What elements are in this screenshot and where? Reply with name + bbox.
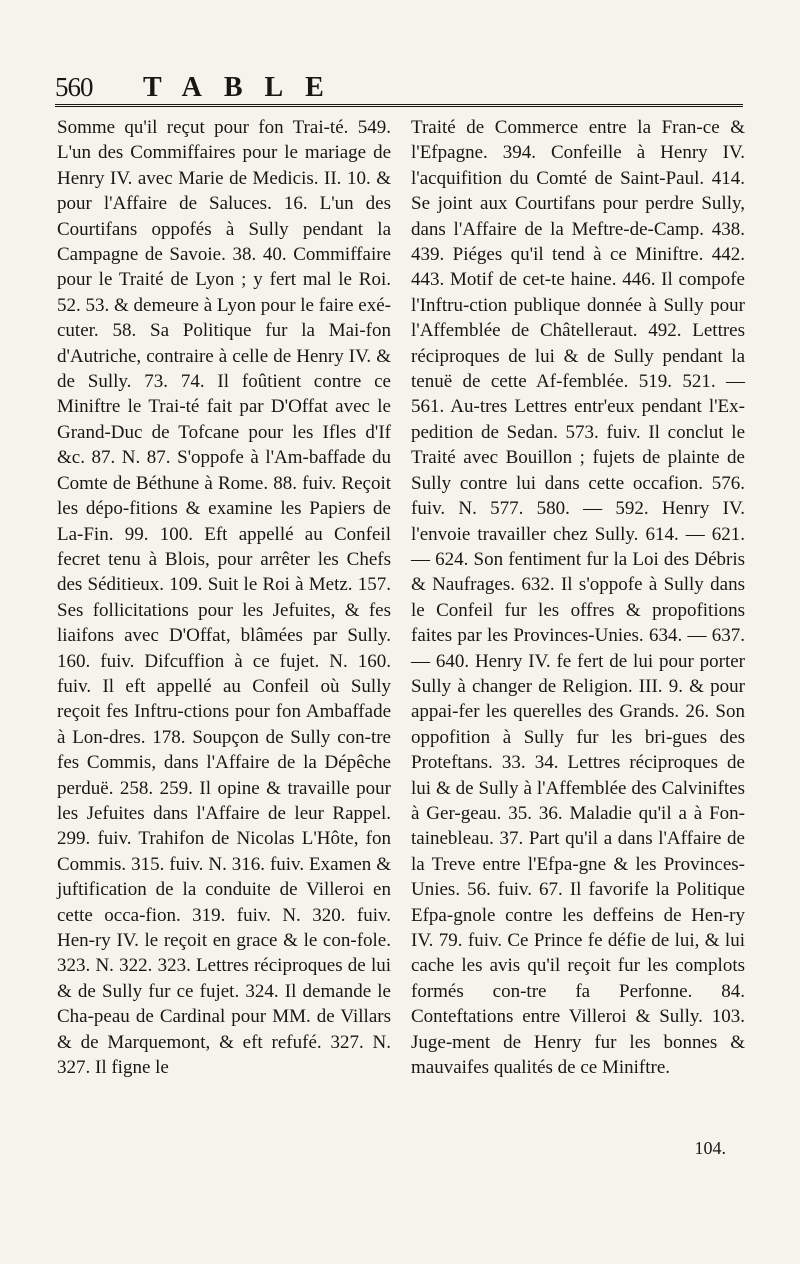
index-column-right <box>411 115 745 1080</box>
index-column-left <box>57 115 391 1080</box>
catchword: 104. <box>694 1138 726 1158</box>
page-header <box>55 64 745 104</box>
header-rule <box>55 104 743 107</box>
page-number: 560 <box>55 72 93 102</box>
index-entry-text-left: Somme qu'il reçut pour fon Trai-té. 549. L'un des Commiffaires pour le mariage de Henry IV. avec Marie de Medicis. II. 10. & pour l'Affaire de Saluces. 16. L'un des Courtifans oppofés à Sully pendant la Campagne de Savoie. 38. 40. Commiffaire pour le Traité de Lyon ; y fert mal le Roi. 52. 53. & demeure à Lyon pour le faire exé-cuter. 58. Sa Politique fur la Mai-fon d'Autriche, contraire à celle de Henry IV. & de Sully. 73. 74. Il foûtient contre ce Miniftre le Trai-té fait par D'Offat avec le Grand-Duc de Tofcane pour les Ifles d'If &c. 87. N. 87. S'oppofe à l'Am-baffade du Comte de Béthune à Rome. 88. fuiv. Reçoit les dépo-fitions & examine les Papiers de La-Fin. 99. 100. Eft appellé au Confeil fecret tenu à Blois, pour arrêter les Chefs des Séditieux. 109. Suit le Roi à Metz. 157. Ses follicitations pour les Jefuites, & fes liaifons avec D'Offat, blâmées par Sully. 160. fuiv. Difcuffion à ce fujet. N. 160. fuiv. Il eft appellé au Confeil où Sully reçoit fes Inftru-ctions pour fon Ambaffade à Lon-dres. 178. Soupçon de Sully con-tre fes Commis, dans l'Affaire de la Dépêche perduë. 258. 259. Il opine & travaille pour les Jefuites dans l'Affaire de leur Rappel. 299. fuiv. Trahifon de Nicolas L'Hôte, fon Commis. 315. fuiv. N. 316. fuiv. Examen & juftification de la conduite de Villeroi en cette occa-fion. 319. fuiv. N. 320. fuiv. Hen-ry IV. le reçoit en grace & le con-fole. 323. N. 322. 323. Lettres réciproques de lui & de Sully fur ce fujet. 324. Il demande le Cha-peau de Cardinal pour MM. de Villars & de Marquemont, & eft refufé. 327. N. 327. Il figne le <box>57 117 391 1079</box>
index-entry-text-right: Traité de Commerce entre la Fran-ce & l'Efpagne. 394. Confeille à Henry IV. l'acquifition du Comté de Saint-Paul. 414. Se joint aux Courtifans pour perdre Sully, dans l'Affaire de la Meftre-de-Camp. 438. 439. Piéges qu'il tend à ce Miniftre. 442. 443. Motif de cet-te haine. 446. Il compofe l'Inftru-ction publique donnée à Sully pour l'Affemblée de Châtelleraut. 492. Lettres réciproques de lui & de Sully pendant la tenuë de cette Af-femblée. 519. 521. — 561. Au-tres Lettres entr'eux pendant l'Ex-pedition de Sedan. 573. fuiv. Il conclut le Traité avec Bouillon ; fujets de plainte de Sully contre lui dans cette occafion. 576. fuiv. N. 577. 580. — 592. Henry IV. l'envoie travailler chez Sully. 614. — 621. — 624. Son fentiment fur la Loi des Débris & Naufrages. 632. Il s'oppofe à Sully dans le Confeil fur les offres & propofitions faites par les Provinces-Unies. 634. — 637. — 640. Henry IV. fe fert de lui pour porter Sully à changer de Religion. III. 9. & pour appai-fer les querelles des Grands. 26. Son oppofition à Sully fur les bri-gues des Proteftans. 33. 34. Lettres réciproques de lui & de Sully à l'Affemblée des Calviniftes à Ger-geau. 35. 36. Maladie qu'il a à Fon-tainebleau. 37. Part qu'il a dans l'Affaire de la Treve entre l'Efpa-gne & les Provinces-Unies. 56. fuiv. 67. Il favorife la Politique Efpa-gnole contre les deffeins de Hen-ry IV. 79. fuiv. Ce Prince fe défie de lui, & lui cache les avis qu'il reçoit fur les complots formés con-tre fa Perfonne. 84. Conteftations entre Villeroi & Sully. 103. Juge-ment de Henry fur les bonnes & mauvaifes qualités de ce Miniftre. <box>411 117 745 1079</box>
running-title: TABLE <box>143 72 346 103</box>
